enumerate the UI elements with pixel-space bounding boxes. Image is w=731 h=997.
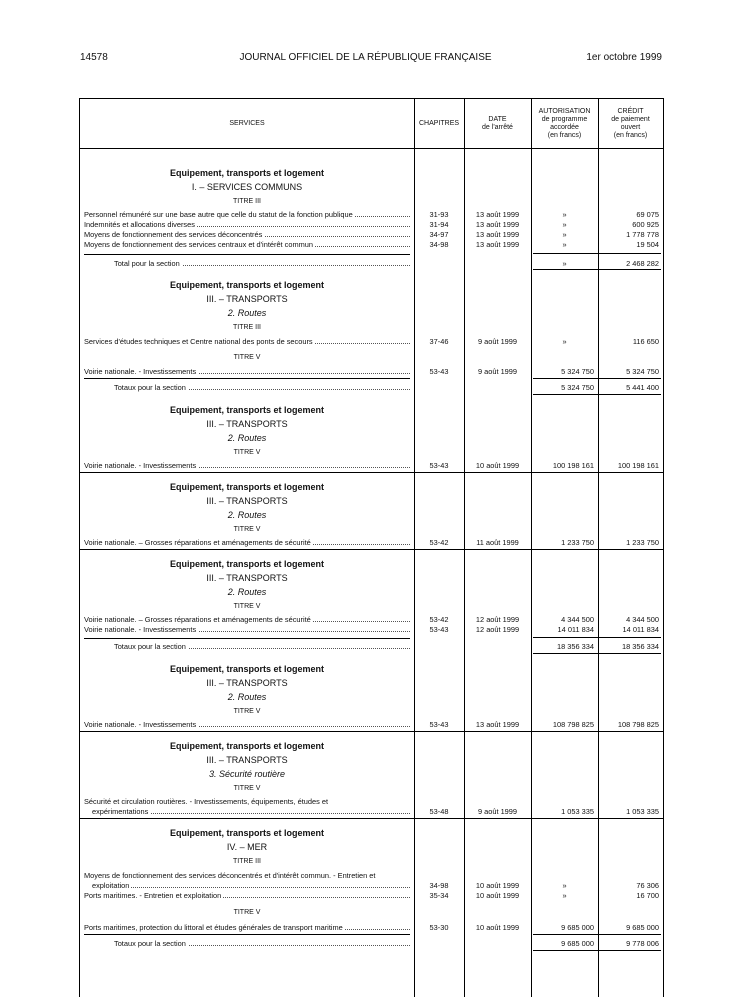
section-sub: III. – TRANSPORTS [206, 573, 288, 583]
titre-label: TITRE III [233, 858, 261, 865]
table-row: Indemnités et allocations diverses 31-94 13 août 1999 » 600 925 [84, 220, 659, 229]
titre-label: TITRE V [233, 785, 261, 792]
section-sub: IV. – MER [226, 842, 268, 852]
table-row: Services d'études techniques et Centre national des ponts de secours 37-46 9 août 1999 » 116 650 [84, 337, 659, 346]
table-row-total: Totaux pour la section 9 685 000 9 778 006 [114, 939, 659, 948]
table-row: Voirie nationale. - Investissements 53-43 10 août 1999 100 198 161 100 198 161 [84, 461, 659, 470]
table-row: Ports maritimes. - Entretien et exploitation 35-34 10 août 1999 » 16 700 [84, 891, 659, 900]
table-row-total: Total pour la section » 2 468 282 [114, 259, 659, 268]
page-number: 14578 [80, 52, 108, 63]
section-sub2: 2. Routes [227, 510, 267, 520]
table-row-total: Totaux pour la section 5 324 750 5 441 400 [114, 383, 659, 392]
section-heading: Equipement, transports et logement [169, 168, 325, 178]
table-row: exploitation 34-98 10 août 1999 » 76 306 [92, 881, 659, 890]
titre-label: TITRE V [233, 526, 261, 533]
table-row: Voirie nationale. - Investissements 53-43 12 août 1999 14 011 834 14 011 834 [84, 625, 659, 634]
col-chapitres: CHAPITRES [418, 119, 460, 127]
credits-table [79, 98, 664, 997]
table-row: Sécurité et circulation routières. - Investissements, équipements, études et [84, 797, 329, 806]
section-heading: Equipement, transports et logement [169, 405, 325, 415]
section-sub2: 2. Routes [227, 587, 267, 597]
section-heading: Equipement, transports et logement [169, 741, 325, 751]
table-row: Voirie nationale. – Grosses réparations et aménagements de sécurité 53-42 12 août 1999 4 344 500 4 344 500 [84, 615, 659, 624]
table-row: Moyens de fonctionnement des services déconcentrés et d'intérêt commun. - Entretien et [84, 871, 376, 880]
table-row: Personnel rémunéré sur une base autre que celle du statut de la fonction publique 31-93 13 août 1999 » 69 075 [84, 210, 659, 219]
table-row: expérimentations 53-48 9 août 1999 1 053 335 1 053 335 [92, 807, 659, 816]
section-sub2: 2. Routes [227, 308, 267, 318]
col-date: DATE de l'arrêté [482, 115, 513, 131]
table-row: Moyens de fonctionnement des services centraux et d'intérêt commun 34-98 13 août 1999 » 19 504 [84, 240, 659, 249]
table-row-total: Totaux pour la section 18 356 334 18 356 334 [114, 642, 659, 651]
section-heading: Equipement, transports et logement [169, 828, 325, 838]
table-row: Ports maritimes, protection du littoral et études générales de transport maritime 53-30 10 août 1999 9 685 000 9 685 000 [84, 923, 659, 932]
journal-title: JOURNAL OFFICIEL DE LA RÉPUBLIQUE FRANÇAISE [239, 52, 492, 63]
section-heading: Equipement, transports et logement [169, 482, 325, 492]
section-heading: Equipement, transports et logement [169, 664, 325, 674]
titre-label: TITRE V [233, 909, 261, 916]
section-sub: III. – TRANSPORTS [206, 496, 288, 506]
section-sub: III. – TRANSPORTS [206, 419, 288, 429]
titre-label: TITRE III [233, 324, 261, 331]
titre-label: TITRE V [233, 603, 261, 610]
section-sub: III. – TRANSPORTS [206, 294, 288, 304]
col-services: SERVICES [229, 119, 265, 127]
section-heading: Equipement, transports et logement [169, 559, 325, 569]
table-row: Voirie nationale. - Investissements 53-43 13 août 1999 108 798 825 108 798 825 [84, 720, 659, 729]
titre-label: TITRE III [233, 198, 261, 205]
table-row: Voirie nationale. – Grosses réparations et aménagements de sécurité 53-42 11 août 1999 1 233 750 1 233 750 [84, 538, 659, 547]
section-sub: I. – SERVICES COMMUNS [191, 182, 303, 192]
titre-label: TITRE V [233, 449, 261, 456]
section-sub: III. – TRANSPORTS [206, 678, 288, 688]
section-sub2: 2. Routes [227, 433, 267, 443]
col-credit: CRÉDIT de paiement ouvert (en francs) [611, 107, 650, 139]
section-sub2: 2. Routes [227, 692, 267, 702]
section-heading: Equipement, transports et logement [169, 280, 325, 290]
section-sub2: 3. Sécurité routière [208, 769, 286, 779]
page-date: 1er octobre 1999 [586, 52, 662, 63]
table-row: Moyens de fonctionnement des services déconcentrés 34-97 13 août 1999 » 1 778 778 [84, 230, 659, 239]
col-autorisation: AUTORISATION de programme accordée (en francs) [538, 107, 591, 139]
table-row: Voirie nationale. - Investissements 53-43 9 août 1999 5 324 750 5 324 750 [84, 367, 659, 376]
section-sub: III. – TRANSPORTS [206, 755, 288, 765]
titre-label: TITRE V [233, 354, 261, 361]
titre-label: TITRE V [233, 708, 261, 715]
